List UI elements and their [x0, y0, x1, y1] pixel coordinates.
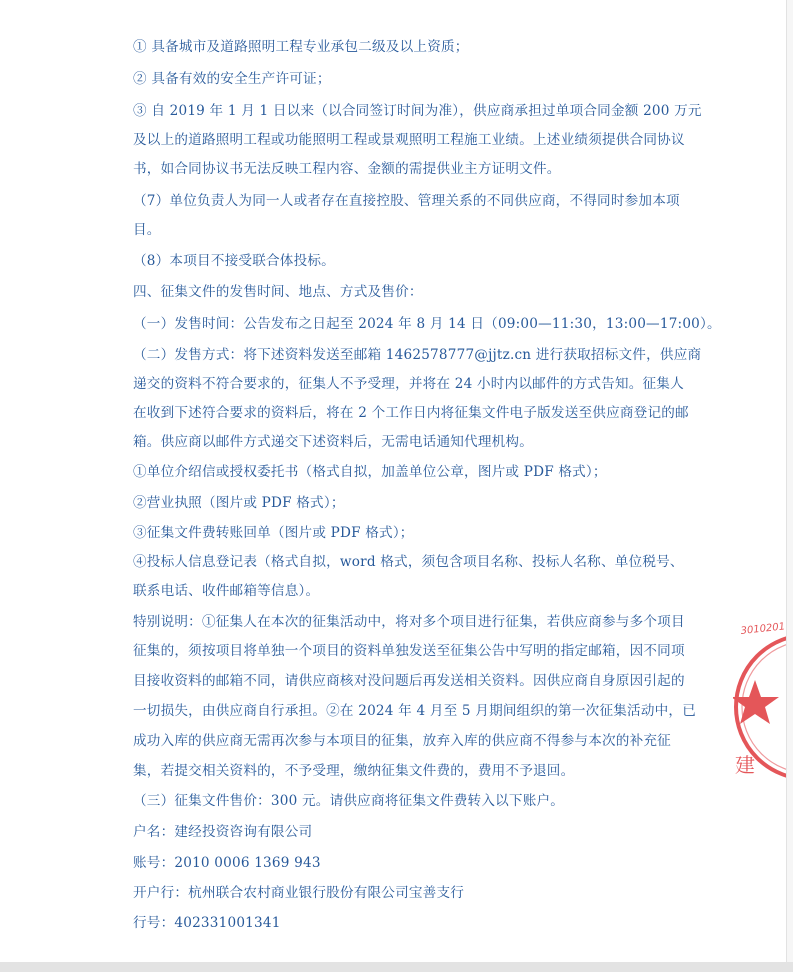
viewer-bottom-bar: [0, 962, 793, 972]
text-line: （一）发售时间：公告发布之日起至 2024 年 8 月 14 日（09:00—11:30，13:00—17:00）。: [133, 316, 721, 332]
text-line: ①单位介绍信或授权委托书（格式自拟，加盖单位公章，图片或 PDF 格式）；: [133, 464, 607, 480]
account-name: 户名：建经投资咨询有限公司: [133, 824, 313, 840]
text-line: 集，若提交相关资料的，不予受理，缴纳征集文件费的，费用不予退回。: [133, 763, 575, 779]
text-line: ④投标人信息登记表（格式自拟，word 格式，须包含项目名称、投标人名称、单位税号、: [133, 554, 684, 570]
text-line: 箱。供应商以邮件方式递交下述资料后，无需电话通知代理机构。: [133, 434, 534, 450]
text-line: （三）征集文件售价：300 元。请供应商将征集文件费转入以下账户。: [133, 793, 565, 809]
section-heading: 四、征集文件的发售时间、地点、方式及售价：: [133, 284, 423, 300]
text-line: ③征集文件费转账回单（图片或 PDF 格式）；: [133, 525, 414, 541]
text-line: ③ 自 2019 年 1 月 1 日以来（以合同签订时间为准），供应商承担过单项合同金额 200 万元: [133, 103, 702, 119]
text-line: 征集的，须按项目将单独一个项目的资料单独发送至征集公告中写明的指定邮箱，因不同项: [133, 643, 685, 659]
bank-name: 开户行：杭州联合农村商业银行股份有限公司宝善支行: [133, 885, 465, 901]
text-line: 一切损失，由供应商自行承担。②在 2024 年 4 月至 5 月期间组织的第一次征集活动中，已: [133, 703, 696, 719]
bank-code: 行号：402331001341: [133, 915, 281, 931]
text-line: 目。: [133, 222, 161, 238]
text-line: ②营业执照（图片或 PDF 格式）；: [133, 495, 345, 511]
text-line: 目接收资料的邮箱不同，请供应商核对没问题后再发送相关资料。因供应商自身原因引起的: [133, 673, 685, 689]
text-line: 及以上的道路照明工程或功能照明工程或景观照明工程施工业绩。上述业绩须提供合同协议: [133, 132, 685, 148]
text-line: 书，如合同协议书无法反映工程内容、金额的需提供业主方证明文件。: [133, 161, 561, 177]
text-line: （8）本项目不接受联合体投标。: [133, 253, 335, 269]
text-line: （二）发售方式：将下述资料发送至邮箱 1462578777@jjtz.cn 进行获取招标文件，供应商: [133, 347, 702, 363]
seal-character: 建: [735, 753, 755, 777]
text-line: 特别说明：①征集人在本次的征集活动中，将对多个项目进行征集，若供应商参与多个项目: [133, 614, 685, 630]
text-line: （7）单位负责人为同一人或者存在直接控股、管理关系的不同供应商，不得同时参加本项: [133, 193, 680, 209]
page-edge: [786, 0, 793, 962]
text-line: 在收到下述符合要求的资料后，将在 2 个工作日内将征集文件电子版发送至供应商登记的邮: [133, 405, 689, 421]
text-line: ① 具备城市及道路照明工程专业承包二级及以上资质；: [133, 39, 469, 55]
text-line: 联系电话、收件邮箱等信息）。: [133, 583, 320, 599]
seal-code-text: 3010201: [740, 621, 786, 637]
account-number: 账号：2010 0006 1369 943: [133, 855, 321, 871]
text-line: 递交的资料不符合要求的，征集人不予受理，并将在 24 小时内以邮件的方式告知。征集人: [133, 376, 684, 392]
text-line: ② 具备有效的安全生产许可证；: [133, 71, 331, 87]
text-line: 成功入库的供应商无需再次参与本项目的征集，放弃入库的供应商不得参与本次的补充征: [133, 733, 671, 749]
official-seal: [733, 612, 786, 808]
